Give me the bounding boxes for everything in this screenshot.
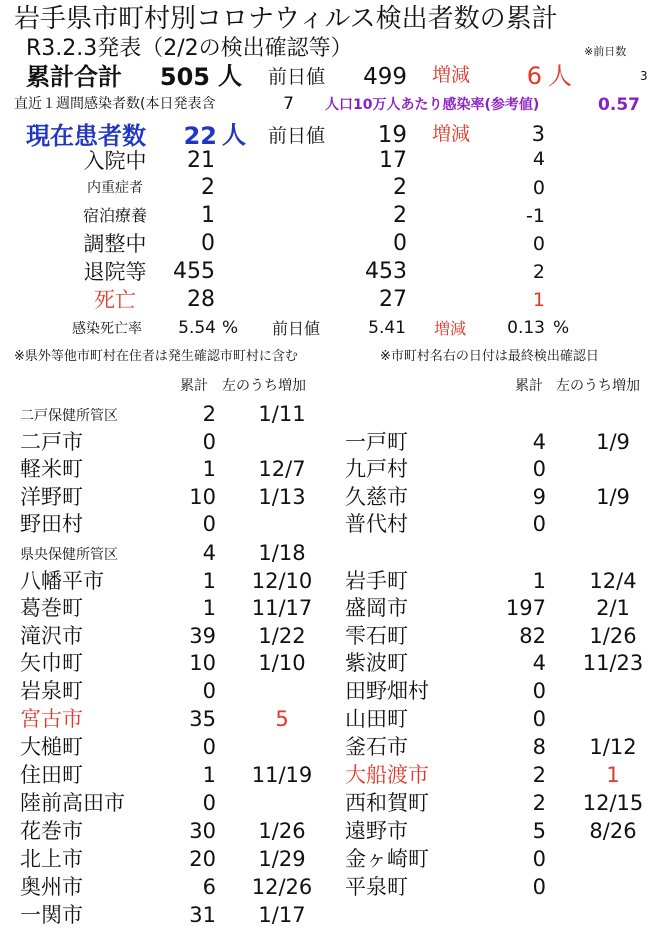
page-subtitle: R3.2.3発表（2/2の検出確認等） bbox=[26, 36, 353, 61]
municipality-count: 0 bbox=[202, 679, 216, 703]
municipality-count: 2 bbox=[532, 791, 546, 815]
municipality-last-date: 8/26 bbox=[589, 819, 637, 843]
municipality-name: 岩泉町 bbox=[20, 679, 83, 703]
weekly-rate-label: 人口10万人あたり感染率(参考値) bbox=[325, 97, 540, 113]
municipality-count: 0 bbox=[202, 512, 216, 536]
district-name: 県央保健所管区 bbox=[20, 547, 118, 563]
fatality-value: 5.54 bbox=[178, 318, 216, 338]
municipality-last-date: 12/4 bbox=[589, 569, 637, 593]
note-left: ※県外等他市町村在住者は発生確認市町村に含む bbox=[14, 349, 298, 364]
current-value: 22 bbox=[183, 122, 217, 150]
municipality-count: 31 bbox=[189, 903, 216, 927]
status-change: 4 bbox=[532, 148, 545, 170]
municipality-count: 6 bbox=[202, 875, 216, 899]
municipality-count: 8 bbox=[532, 735, 546, 759]
status-change: -1 bbox=[526, 205, 545, 227]
municipality-count: 82 bbox=[519, 624, 546, 648]
cumulative-prev-label: 前日値 bbox=[268, 66, 326, 88]
municipality-name: 一関市 bbox=[20, 903, 83, 927]
municipality-name: 紫波町 bbox=[345, 651, 408, 675]
fatality-prev-label: 前日値 bbox=[272, 319, 321, 338]
status-value: 2 bbox=[201, 175, 215, 200]
fatality-label: 感染死亡率 bbox=[72, 321, 142, 337]
status-prev: 0 bbox=[393, 231, 407, 256]
municipality-name: 雫石町 bbox=[345, 624, 408, 648]
municipality-name: 住田町 bbox=[20, 763, 83, 787]
municipality-name: 田野畑村 bbox=[345, 679, 429, 703]
municipality-count: 0 bbox=[202, 430, 216, 454]
municipality-name: 山田町 bbox=[345, 707, 408, 731]
prev-days-note: ※前日数 bbox=[584, 45, 627, 58]
municipality-name: 花巻市 bbox=[20, 819, 83, 843]
municipality-name: 平泉町 bbox=[345, 875, 408, 899]
municipality-count: 1 bbox=[202, 457, 216, 481]
right-col-header-cumulative: 累計 bbox=[515, 378, 543, 394]
status-prev: 2 bbox=[393, 203, 407, 228]
municipality-name: 北上市 bbox=[20, 847, 83, 871]
current-prev-value: 19 bbox=[377, 122, 407, 148]
municipality-last-date: 1/26 bbox=[258, 819, 306, 843]
municipality-count: 0 bbox=[532, 707, 546, 731]
note-right: ※市町村名右の日付は最終検出確認日 bbox=[380, 349, 599, 364]
municipality-count: 0 bbox=[532, 457, 546, 481]
municipality-last-date: 11/23 bbox=[582, 651, 644, 675]
status-change: 2 bbox=[532, 261, 545, 283]
status-label: 宿泊療養 bbox=[82, 206, 147, 225]
municipality-count: 5 bbox=[532, 819, 546, 843]
cumulative-label: 累計合計 bbox=[26, 63, 122, 91]
municipality-last-date: 1/10 bbox=[258, 651, 306, 675]
municipality-count: 4 bbox=[532, 651, 546, 675]
municipality-name: 一戸町 bbox=[345, 430, 408, 454]
municipality-last-date: 12/10 bbox=[251, 569, 313, 593]
municipality-name: 野田村 bbox=[20, 512, 83, 536]
municipality-count: 4 bbox=[532, 430, 546, 454]
fatality-change-unit: % bbox=[553, 318, 570, 338]
municipality-last-date: 1/9 bbox=[596, 430, 630, 454]
municipality-count: 39 bbox=[189, 624, 216, 648]
cumulative-prev-value: 499 bbox=[363, 64, 407, 90]
current-unit: 人 bbox=[222, 121, 246, 149]
municipality-count: 1 bbox=[532, 569, 546, 593]
municipality-name: 九戸村 bbox=[345, 457, 408, 481]
municipality-count: 10 bbox=[189, 651, 216, 675]
status-prev: 453 bbox=[365, 259, 407, 284]
municipality-count: 0 bbox=[532, 847, 546, 871]
current-prev-label: 前日値 bbox=[268, 125, 326, 147]
municipality-last-date: 11/17 bbox=[251, 596, 313, 620]
municipality-name: 釜石市 bbox=[345, 735, 408, 759]
status-label: 退院等 bbox=[83, 260, 147, 284]
municipality-last-date: 1/26 bbox=[589, 624, 637, 648]
status-change: 0 bbox=[532, 233, 545, 255]
fatality-change-label: 増減 bbox=[434, 319, 467, 338]
municipality-name: 大槌町 bbox=[20, 735, 83, 759]
current-label: 現在患者数 bbox=[26, 122, 146, 150]
status-value: 28 bbox=[187, 287, 215, 312]
municipality-name: 葛巻町 bbox=[20, 596, 83, 620]
municipality-last-date: 1 bbox=[606, 763, 620, 787]
fatality-change-value: 0.13 bbox=[507, 318, 545, 338]
municipality-name: 盛岡市 bbox=[345, 596, 408, 620]
status-prev: 17 bbox=[379, 148, 407, 173]
fatality-unit: % bbox=[222, 318, 239, 338]
municipality-last-date: 2/1 bbox=[596, 596, 630, 620]
municipality-count: 0 bbox=[202, 735, 216, 759]
right-col-header-increase: 左のうち増加 bbox=[556, 378, 640, 394]
municipality-name: 西和賀町 bbox=[345, 791, 429, 815]
municipality-count: 0 bbox=[532, 679, 546, 703]
fatality-prev-value: 5.41 bbox=[368, 318, 406, 338]
prev-days-value: 3 bbox=[640, 69, 648, 83]
municipality-name: 二戸市 bbox=[20, 430, 83, 454]
municipality-count: 20 bbox=[189, 847, 216, 871]
status-label: 調整中 bbox=[83, 232, 147, 256]
municipality-name: 岩手町 bbox=[345, 569, 408, 593]
cumulative-unit: 人 bbox=[218, 62, 242, 90]
page-title: 岩手県市町村別コロナウィルス検出者数の累計 bbox=[14, 4, 558, 34]
status-value: 1 bbox=[201, 203, 215, 228]
municipality-name: 軽米町 bbox=[20, 457, 83, 481]
municipality-last-date: 1/29 bbox=[258, 847, 306, 871]
municipality-name: 金ヶ崎町 bbox=[345, 847, 429, 871]
district-name: 二戸保健所管区 bbox=[20, 408, 118, 424]
municipality-count: 0 bbox=[532, 512, 546, 536]
municipality-name: 奥州市 bbox=[20, 875, 83, 899]
municipality-name: 普代村 bbox=[345, 512, 408, 536]
municipality-last-date: 12/26 bbox=[251, 875, 313, 899]
municipality-name: 宮古市 bbox=[20, 707, 83, 731]
status-prev: 27 bbox=[379, 287, 407, 312]
municipality-count: 2 bbox=[532, 763, 546, 787]
status-value: 21 bbox=[187, 148, 215, 173]
municipality-name: 滝沢市 bbox=[20, 624, 83, 648]
cumulative-change-value: 6 bbox=[526, 62, 542, 90]
municipality-name: 遠野市 bbox=[345, 819, 408, 843]
status-label: 内重症者 bbox=[87, 180, 143, 196]
municipality-count: 0 bbox=[532, 875, 546, 899]
municipality-count: 1 bbox=[202, 596, 216, 620]
municipality-last-date: 11/19 bbox=[251, 763, 313, 787]
municipality-count: 30 bbox=[189, 819, 216, 843]
status-label: 死亡 bbox=[94, 288, 136, 312]
municipality-name: 矢巾町 bbox=[20, 651, 83, 675]
municipality-last-date: 1/12 bbox=[589, 735, 637, 759]
status-label: 入院中 bbox=[83, 149, 147, 173]
municipality-count: 35 bbox=[189, 707, 216, 731]
status-value: 0 bbox=[201, 231, 215, 256]
municipality-count: 1 bbox=[202, 763, 216, 787]
current-change-value: 3 bbox=[531, 122, 545, 146]
municipality-last-date: 12/7 bbox=[258, 457, 306, 481]
municipality-count: 4 bbox=[202, 541, 216, 565]
municipality-last-date: 1/17 bbox=[258, 903, 306, 927]
status-change: 1 bbox=[532, 289, 545, 311]
left-col-header-increase: 左のうち増加 bbox=[222, 378, 306, 394]
weekly-label: 直近１週間感染者数(本日発表含 bbox=[14, 96, 216, 112]
municipality-count: 2 bbox=[202, 402, 216, 426]
municipality-last-date: 5 bbox=[275, 707, 289, 731]
municipality-count: 197 bbox=[505, 596, 546, 620]
municipality-name: 八幡平市 bbox=[20, 569, 104, 593]
status-value: 455 bbox=[173, 259, 215, 284]
current-change-label: 増減 bbox=[432, 123, 471, 145]
municipality-last-date: 1/11 bbox=[258, 402, 306, 426]
municipality-last-date: 1/18 bbox=[258, 541, 306, 565]
municipality-count: 10 bbox=[189, 485, 216, 509]
cumulative-value: 505 bbox=[159, 63, 210, 91]
weekly-value: 7 bbox=[283, 94, 294, 114]
status-change: 0 bbox=[532, 177, 545, 199]
municipality-last-date: 1/13 bbox=[258, 485, 306, 509]
cumulative-change-unit: 人 bbox=[548, 62, 572, 90]
municipality-last-date: 12/15 bbox=[582, 791, 644, 815]
weekly-rate-value: 0.57 bbox=[598, 95, 640, 115]
municipality-name: 陸前高田市 bbox=[20, 791, 125, 815]
status-prev: 2 bbox=[393, 175, 407, 200]
municipality-last-date: 1/22 bbox=[258, 624, 306, 648]
left-col-header-cumulative: 累計 bbox=[180, 378, 208, 394]
municipality-last-date: 1/9 bbox=[596, 485, 630, 509]
municipality-count: 1 bbox=[202, 569, 216, 593]
municipality-name: 洋野町 bbox=[20, 485, 83, 509]
municipality-name: 大船渡市 bbox=[345, 763, 429, 787]
municipality-name: 久慈市 bbox=[345, 485, 408, 509]
cumulative-change-label: 増減 bbox=[432, 64, 471, 86]
municipality-count: 0 bbox=[202, 791, 216, 815]
municipality-count: 9 bbox=[532, 485, 546, 509]
